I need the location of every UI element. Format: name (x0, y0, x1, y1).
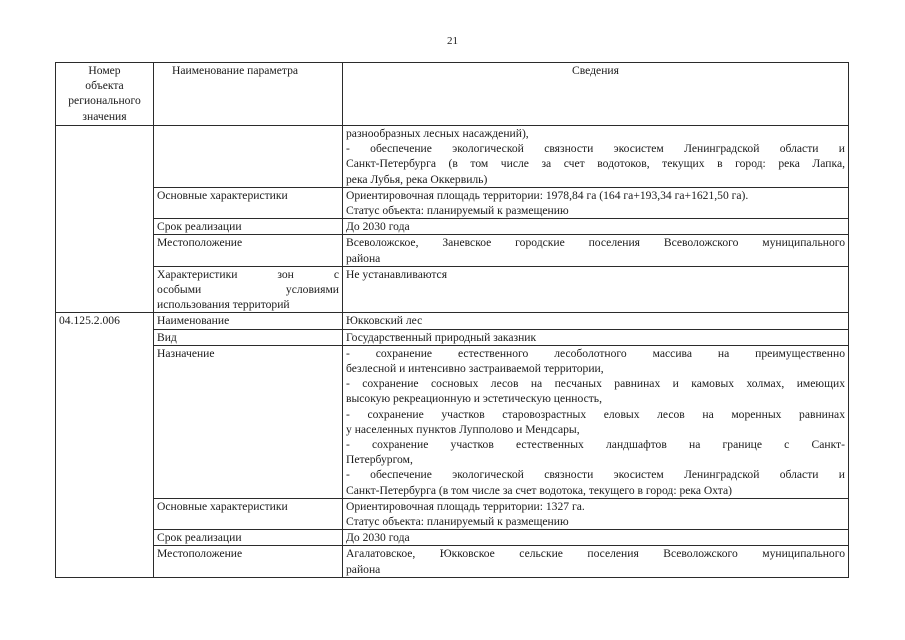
object-number-cell: 04.125.2.006 (56, 313, 154, 577)
table-row (56, 126, 849, 188)
header-line: значения (82, 109, 127, 123)
details-cell (343, 187, 849, 218)
parameter-name-cell: Основные характеристики (154, 187, 343, 218)
text-line: безлесной и интенсивно застраиваемой территории, (346, 362, 604, 376)
text-line: Не устанавливаются (346, 267, 448, 281)
text-line: Статус объекта: планируемый к размещению (346, 515, 569, 529)
header-line: объекта (85, 79, 124, 93)
header-details: Сведения (343, 63, 849, 126)
table-row (56, 498, 849, 529)
text-line: До 2030 года (346, 531, 410, 545)
table-row (56, 219, 849, 235)
table-row (56, 266, 849, 313)
parameter-name-cell (154, 266, 343, 313)
text-line: Государственный природный заказник (346, 330, 537, 344)
page-number: 21 (447, 35, 458, 47)
header-parameter-name: Наименование параметра (154, 63, 343, 126)
header-object-number (56, 63, 154, 126)
table-row (56, 530, 849, 546)
parameter-name-cell: Местоположение (154, 235, 343, 266)
table-row (56, 329, 849, 345)
text-line: Ориентировочная площадь территории: 1978,84 га (164 га+193,34 га+1621,50 га). (346, 188, 749, 202)
text-line: - сохранение сосновых лесов на песчаных равнинах и камовых холмах, имеющих (346, 377, 845, 391)
parameters-table (55, 62, 849, 578)
parameter-name-cell: Основные характеристики (154, 498, 343, 529)
text-line: До 2030 года (346, 220, 410, 234)
text-line: разнообразных лесных насаждений), (346, 127, 529, 140)
text-line: района (346, 251, 381, 265)
details-cell (343, 546, 849, 577)
parameter-name-cell (154, 126, 343, 188)
parameter-name-cell: Вид (154, 329, 343, 345)
text-line: Агалатовское, Юкковское сельские поселения Всеволожского муниципального (346, 547, 845, 561)
details-cell (343, 313, 849, 329)
table-row (56, 313, 849, 329)
text-line: - сохранение участков естественных ландшафтов на границе с Санкт- (346, 438, 845, 452)
details-cell (343, 235, 849, 266)
text-line: Характеристики зон с (157, 267, 339, 281)
header-line: регионального (68, 94, 141, 108)
details-cell (343, 329, 849, 345)
table-header-row (56, 63, 849, 126)
text-line: района (346, 562, 381, 576)
details-cell (343, 219, 849, 235)
table-row (56, 187, 849, 218)
details-cell (343, 498, 849, 529)
text-line: Всеволожское, Заневское городские поселения Всеволожского муниципального (346, 236, 845, 250)
text-line: - сохранение естественного лесоболотного массива на преимущественно (346, 346, 845, 360)
parameter-name-cell: Срок реализации (154, 530, 343, 546)
parameter-name-cell: Срок реализации (154, 219, 343, 235)
text-line: Статус объекта: планируемый к размещению (346, 204, 569, 218)
details-cell (343, 530, 849, 546)
header-line: Номер (88, 64, 121, 77)
text-line: Ориентировочная площадь территории: 1327 га. (346, 499, 585, 513)
text-line: - обеспечение экологической связности экосистем Ленинградской области и (346, 468, 845, 482)
text-line: высокую рекреационную и эстетическую ценность, (346, 392, 602, 406)
table-row (56, 345, 849, 498)
details-cell (343, 266, 849, 313)
text-line: - обеспечение экологической связности экосистем Ленинградской области и (346, 142, 845, 156)
text-line: Санкт-Петербурга (в том числе за счет водотоков, текущих в город: река Лапка, (346, 157, 845, 171)
object-number-cell (56, 126, 154, 313)
text-line: использования территорий (157, 298, 290, 312)
parameter-name-cell: Назначение (154, 345, 343, 498)
text-line: Юкковский лес (346, 314, 423, 328)
details-cell (343, 345, 849, 498)
text-line: особыми условиями (157, 283, 339, 297)
table-row (56, 546, 849, 577)
parameter-name-cell: Наименование (154, 313, 343, 329)
details-cell (343, 126, 849, 188)
text-line: Петербургом, (346, 453, 413, 467)
table-row (56, 235, 849, 266)
parameter-name-cell: Местоположение (154, 546, 343, 577)
text-line: - сохранение участков старовозрастных еловых лесов на моренных равнинах (346, 407, 845, 421)
text-line: река Лубья, река Оккервиль) (346, 172, 488, 186)
text-line: Санкт-Петербурга (в том числе за счет водотока, текущего в город: река Охта) (346, 483, 732, 497)
text-line: у населенных пунктов Лупполово и Мендсары, (346, 422, 580, 436)
